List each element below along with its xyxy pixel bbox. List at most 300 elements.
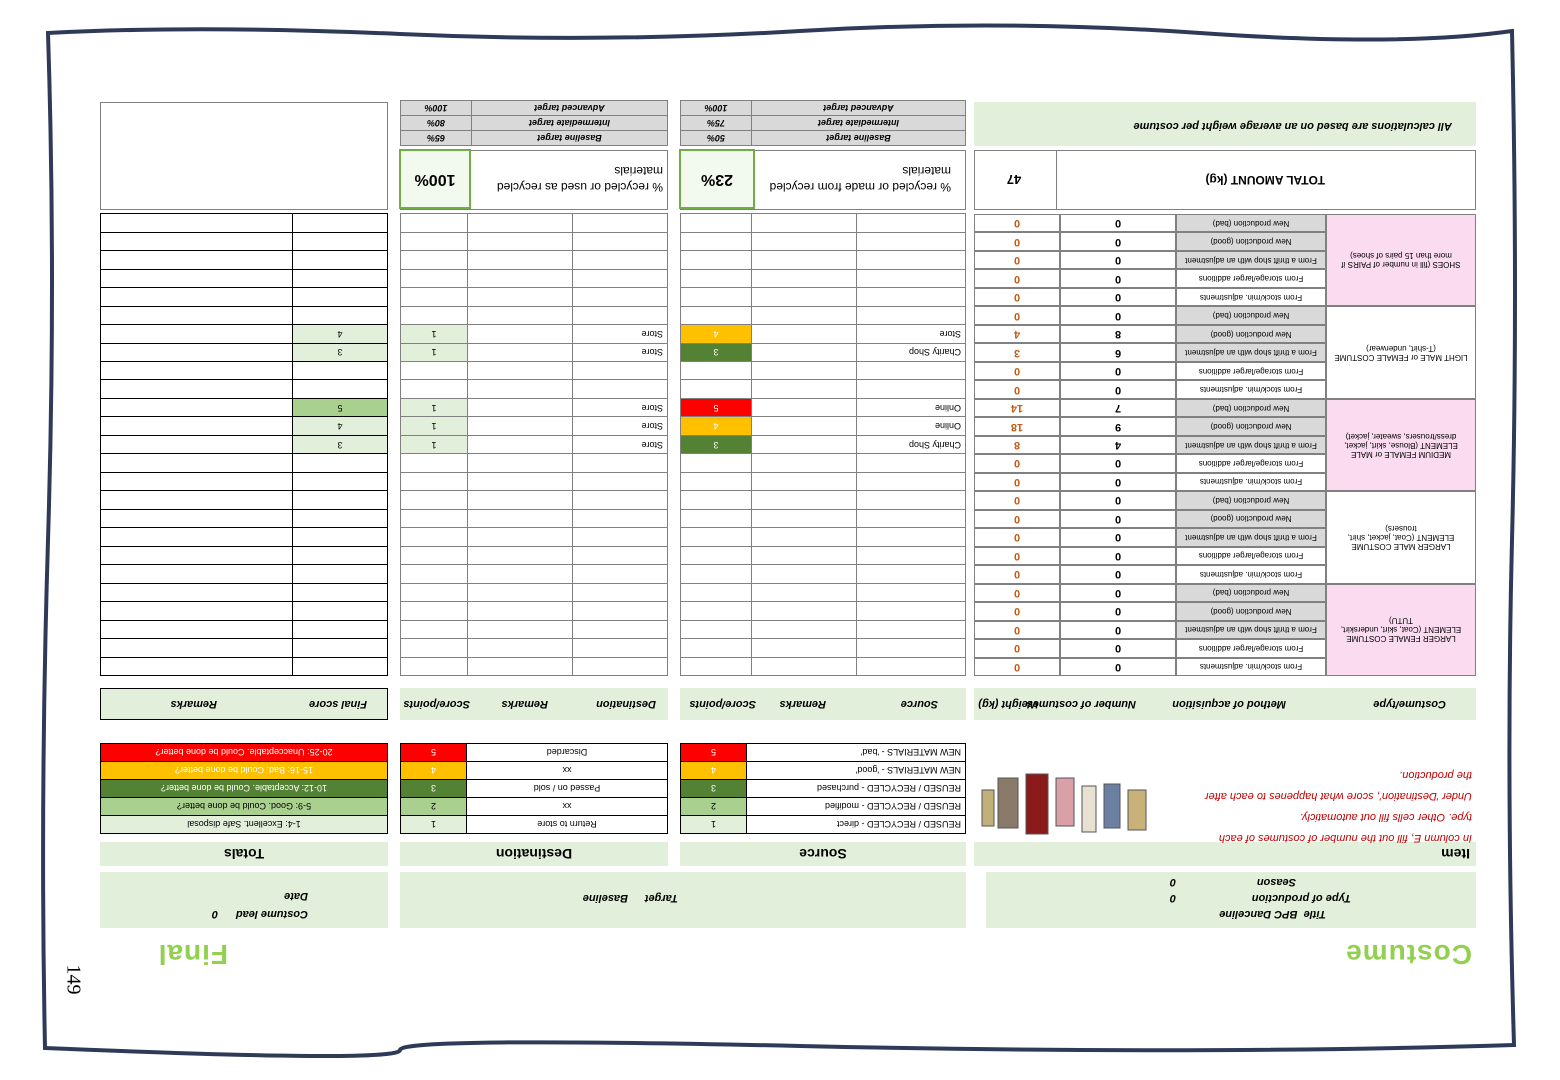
destination-score-cell[interactable] [401,362,468,380]
weight-cell: 0 [974,602,1060,620]
number-cell[interactable]: 0 [1060,658,1176,676]
target-row [401,131,668,146]
destination-score-cell[interactable] [401,657,468,675]
source-cell[interactable] [857,288,966,306]
weight-cell: 4 [974,325,1060,343]
target-label: Target [644,892,678,904]
source-score-cell[interactable] [681,583,752,601]
source-remarks-cell[interactable] [752,380,857,398]
header-info-middle [400,872,966,928]
destination-remarks-cell[interactable] [468,398,573,416]
source-cell[interactable] [857,306,966,324]
destination-remarks-cell[interactable] [468,620,573,638]
number-cell[interactable]: 0 [1060,639,1176,657]
destination-score-cell[interactable] [401,583,468,601]
source-score-cell[interactable] [681,639,752,657]
source-remarks-cell[interactable] [752,232,857,250]
destination-remarks-cell[interactable] [468,491,573,509]
final-score-cell [293,269,388,287]
totals-remarks-cell[interactable] [101,546,293,564]
number-cell[interactable]: 0 [1060,251,1176,269]
destination-remarks-cell[interactable] [468,528,573,546]
source-remarks-cell[interactable] [752,528,857,546]
source-score-cell[interactable] [681,214,752,232]
destination-cell[interactable] [573,362,668,380]
source-remarks-cell[interactable] [752,325,857,343]
destination-remarks-cell[interactable] [468,472,573,490]
destination-row [401,454,668,472]
totals-row [101,288,388,306]
number-cell[interactable]: 0 [1060,491,1176,509]
destination-cell[interactable] [573,454,668,472]
destination-score-cell[interactable]: 1 [401,417,468,435]
number-cell[interactable]: 7 [1060,399,1176,417]
destination-row [401,362,668,380]
col-totals-remarks: Remarks [170,698,217,710]
source-column-header-row [680,688,966,720]
destination-remarks-cell[interactable] [468,546,573,564]
dest-pct-label: % recycled or used as recycled materials [496,164,663,194]
destination-remarks-cell[interactable] [468,602,573,620]
target-label: Baseline target [752,131,966,146]
totals-remarks-cell[interactable] [101,528,293,546]
destination-remarks-cell[interactable] [468,306,573,324]
source-row [681,657,966,675]
source-remarks-cell[interactable] [752,509,857,527]
method-cell: New production (good) [1176,510,1326,528]
target-label: Intermediate target [752,116,966,131]
number-cell[interactable]: 0 [1060,584,1176,602]
legend-row [401,762,668,780]
final-score-cell [293,288,388,306]
totals-remarks-cell[interactable] [101,343,293,361]
destination-remarks-cell[interactable] [468,362,573,380]
category-block [1326,306,1476,398]
destination-score-cell[interactable] [401,288,468,306]
target-row [401,116,668,131]
source-header: Source [680,842,966,866]
source-cell[interactable] [857,362,966,380]
totals-remarks-cell[interactable] [101,306,293,324]
destination-cell[interactable] [573,380,668,398]
source-row [681,639,966,657]
source-cell[interactable] [857,620,966,638]
method-cell: New production (good) [1176,602,1326,620]
final-score-cell [293,454,388,472]
source-score-cell[interactable] [681,565,752,583]
method-cell: From a thrift shop with an adjustment [1176,343,1326,361]
totals-remarks-cell[interactable] [101,509,293,527]
number-cell[interactable]: 0 [1060,547,1176,565]
number-cell[interactable]: 0 [1060,288,1176,306]
destination-remarks-cell[interactable] [468,417,573,435]
source-score-cell[interactable] [681,306,752,324]
target-label: Baseline target [472,131,668,146]
destination-remarks-cell[interactable] [468,214,573,232]
number-cell[interactable]: 0 [1060,510,1176,528]
target-label: Advanced target [752,101,966,116]
source-score-cell[interactable] [681,509,752,527]
category-block [1326,584,1476,676]
totals-remarks-cell[interactable] [101,472,293,490]
legend-score: 4 [681,762,747,780]
destination-remarks-cell[interactable] [468,639,573,657]
destination-score-cell[interactable] [401,232,468,250]
destination-remarks-cell[interactable] [468,251,573,269]
totals-remarks-cell[interactable] [101,288,293,306]
destination-remarks-cell[interactable] [468,454,573,472]
number-cell[interactable]: 0 [1060,380,1176,398]
source-cell[interactable]: Online [857,417,966,435]
totals-remarks-cell[interactable] [101,454,293,472]
totals-row [101,639,388,657]
destination-row [401,509,668,527]
destination-score-cell[interactable] [401,251,468,269]
totals-row [101,362,388,380]
destination-cell[interactable] [573,214,668,232]
source-score-cell[interactable] [681,528,752,546]
destination-remarks-cell[interactable] [468,509,573,527]
legend-row [681,816,966,834]
destination-score-cell[interactable] [401,491,468,509]
final-score-cell [293,472,388,490]
source-cell[interactable] [857,528,966,546]
source-cell[interactable] [857,214,966,232]
source-cell[interactable] [857,583,966,601]
destination-cell[interactable] [573,602,668,620]
destination-cell[interactable] [573,565,668,583]
destination-cell[interactable] [573,509,668,527]
number-cell[interactable]: 0 [1060,362,1176,380]
source-row [681,214,966,232]
number-cell[interactable]: 0 [1060,528,1176,546]
source-remarks-cell[interactable] [752,620,857,638]
number-cell[interactable]: 4 [1060,436,1176,454]
number-cell[interactable]: 9 [1060,417,1176,435]
totals-remarks-cell[interactable] [101,251,293,269]
destination-score-cell[interactable] [401,214,468,232]
source-pct-value: 23% [679,149,755,209]
number-cell[interactable]: 0 [1060,269,1176,287]
source-cell[interactable] [857,269,966,287]
destination-cell[interactable]: Store [573,398,668,416]
destination-score-cell[interactable] [401,546,468,564]
method-cell: From storage/larger additions [1176,454,1326,472]
totals-remarks-cell[interactable] [101,491,293,509]
col-number: Number of costumes [1026,698,1136,710]
destination-remarks-cell[interactable] [468,583,573,601]
source-cell[interactable] [857,509,966,527]
dest-pct-box [400,150,668,210]
destination-remarks-cell[interactable] [468,380,573,398]
totals-remarks-cell[interactable] [101,269,293,287]
destination-remarks-cell[interactable] [468,343,573,361]
number-cell[interactable]: 0 [1060,214,1176,232]
destination-cell[interactable] [573,288,668,306]
source-score-cell[interactable] [681,362,752,380]
destination-cell[interactable] [573,472,668,490]
number-cell[interactable]: 0 [1060,602,1176,620]
destination-score-cell[interactable] [401,380,468,398]
dest-pct-value: 100% [399,149,471,209]
source-score-cell[interactable]: 4 [681,325,752,343]
totals-remarks-cell[interactable] [101,583,293,601]
number-cell[interactable]: 0 [1060,473,1176,491]
totals-remarks-cell[interactable] [101,639,293,657]
source-score-cell[interactable] [681,288,752,306]
source-score-cell[interactable]: 4 [681,417,752,435]
weight-cell: 8 [974,436,1060,454]
totals-remarks-cell[interactable] [101,565,293,583]
method-cell: New production (bad) [1176,584,1326,602]
destination-score-cell[interactable] [401,602,468,620]
totals-remarks-cell[interactable] [101,620,293,638]
legend-label: Discarded [467,744,668,762]
source-remarks-cell[interactable] [752,565,857,583]
source-score-cell[interactable] [681,269,752,287]
category-label: LIGHT MALE or FEMALE COSTUME (T-shirt, underwear) [1334,343,1468,362]
final-score-cell [293,380,388,398]
source-score-cell[interactable] [681,602,752,620]
destination-cell[interactable]: Store [573,435,668,453]
final-title: Final [157,939,228,970]
final-score-cell [293,657,388,675]
source-score-cell[interactable] [681,472,752,490]
source-cell[interactable] [857,251,966,269]
destination-cell[interactable]: Store [573,343,668,361]
source-remarks-cell[interactable] [752,491,857,509]
totals-row [101,491,388,509]
weight-cell: 0 [974,362,1060,380]
source-cell[interactable]: Charity Shop [857,435,966,453]
totals-remarks-cell[interactable] [101,232,293,250]
source-remarks-cell[interactable] [752,417,857,435]
source-remarks-cell[interactable] [752,639,857,657]
source-remarks-cell[interactable] [752,546,857,564]
destination-cell[interactable] [573,251,668,269]
target-row [681,131,966,146]
number-cell[interactable]: 0 [1060,565,1176,583]
source-cell[interactable] [857,546,966,564]
final-score-cell [293,528,388,546]
source-score-cell[interactable] [681,657,752,675]
totals-remarks-cell[interactable] [101,657,293,675]
destination-score-cell[interactable] [401,269,468,287]
source-row [681,565,966,583]
source-row [681,583,966,601]
totals-remarks-cell[interactable] [101,602,293,620]
destination-score-cell[interactable] [401,639,468,657]
destination-cell[interactable]: Store [573,325,668,343]
calc-note-box [974,102,1476,146]
legend-row [681,798,966,816]
category-label: LARGER MALE COSTUME ELEMENT (Coat, jacket, shirt, trousers) [1347,523,1455,551]
target-value: 75% [681,116,752,131]
totals-remarks-cell[interactable] [101,214,293,232]
destination-score-cell[interactable] [401,472,468,490]
legend-label: Passed on / sold [467,780,668,798]
destination-score-cell[interactable]: 1 [401,435,468,453]
source-cell[interactable]: Charity Shop [857,343,966,361]
destination-cell[interactable] [573,269,668,287]
source-row [681,491,966,509]
method-cell: From a thrift shop with an adjustment [1176,436,1326,454]
legend-label: 1-4: Excellent. Safe disposal [101,816,388,834]
legend-label: REUSED / RECYCLED - direct [747,816,966,834]
destination-row [401,417,668,435]
source-remarks-cell[interactable] [752,398,857,416]
source-score-cell[interactable]: 3 [681,343,752,361]
number-cell[interactable]: 0 [1060,621,1176,639]
source-remarks-cell[interactable] [752,454,857,472]
destination-cell[interactable] [573,491,668,509]
source-remarks-cell[interactable] [752,583,857,601]
source-remarks-cell[interactable] [752,269,857,287]
source-score-cell[interactable] [681,620,752,638]
totals-row [101,528,388,546]
legend-row [681,780,966,798]
source-score-cell[interactable] [681,491,752,509]
source-cell[interactable] [857,380,966,398]
col-source: Source [900,698,938,710]
destination-remarks-cell[interactable] [468,325,573,343]
target-row [681,116,966,131]
source-score-cell[interactable] [681,454,752,472]
destination-score-cell[interactable] [401,509,468,527]
source-remarks-cell[interactable] [752,472,857,490]
source-remarks-cell[interactable] [752,343,857,361]
final-score-cell [293,602,388,620]
source-remarks-cell[interactable] [752,602,857,620]
destination-cell[interactable] [573,232,668,250]
destination-score-cell[interactable]: 1 [401,398,468,416]
final-score-cell [293,639,388,657]
totals-remarks-cell[interactable] [101,435,293,453]
destination-score-cell[interactable] [401,565,468,583]
source-remarks-cell[interactable] [752,435,857,453]
source-remarks-cell[interactable] [752,214,857,232]
baseline-label: Baseline [582,892,628,904]
method-cell: From a thrift shop with an adjustment [1176,528,1326,546]
source-cell[interactable] [857,454,966,472]
source-cell[interactable]: Online [857,398,966,416]
totals-remarks-cell[interactable] [101,398,293,416]
season-label: Season [1256,876,1296,888]
source-score-cell[interactable] [681,251,752,269]
totals-remarks-cell[interactable] [101,417,293,435]
destination-score-cell[interactable] [401,620,468,638]
destination-row [401,269,668,287]
number-cell[interactable]: 6 [1060,343,1176,361]
destination-cell[interactable] [573,657,668,675]
source-legend [680,743,966,834]
source-cell[interactable] [857,491,966,509]
source-cell[interactable]: Store [857,325,966,343]
source-remarks-cell[interactable] [752,306,857,324]
destination-row [401,343,668,361]
col-weight: Weight (kg) [978,698,1038,710]
destination-remarks-cell[interactable] [468,232,573,250]
destination-score-cell[interactable]: 1 [401,343,468,361]
totals-remarks-cell[interactable] [101,380,293,398]
number-cell[interactable]: 0 [1060,233,1176,251]
destination-remarks-cell[interactable] [468,657,573,675]
destination-cell[interactable] [573,639,668,657]
source-cell[interactable] [857,565,966,583]
source-score-cell[interactable] [681,232,752,250]
source-cell[interactable] [857,472,966,490]
source-row [681,620,966,638]
final-score-cell [293,491,388,509]
item-column-header-row [974,688,1476,720]
totals-row [101,435,388,453]
col-method: Method of acquisition [1172,698,1286,710]
method-cell: New production (bad) [1176,399,1326,417]
method-cell: From stock/min. adjustments [1176,658,1326,676]
source-cell[interactable] [857,657,966,675]
totals-remarks-cell[interactable] [101,362,293,380]
destination-cell[interactable] [573,583,668,601]
destination-row [401,214,668,232]
weight-cell: 14 [974,399,1060,417]
item-grid [974,214,1476,676]
weight-cell: 0 [974,306,1060,324]
destination-score-cell[interactable] [401,306,468,324]
source-cell[interactable] [857,602,966,620]
destination-cell[interactable] [573,620,668,638]
totals-row [101,620,388,638]
final-score-cell [293,509,388,527]
destination-targets [400,100,668,146]
legend-label: 20-25: Unacceptable. Could be done better? [101,744,388,762]
destination-remarks-cell[interactable] [468,288,573,306]
destination-score-cell[interactable] [401,454,468,472]
sheet-title: Costume [1345,939,1472,970]
weight-cell: 0 [974,639,1060,657]
number-cell[interactable]: 0 [1060,306,1176,324]
totals-remarks-cell[interactable] [101,325,293,343]
source-cell[interactable] [857,639,966,657]
final-score-cell [293,546,388,564]
source-remarks-cell[interactable] [752,251,857,269]
category-block [1326,214,1476,306]
destination-remarks-cell[interactable] [468,269,573,287]
destination-remarks-cell[interactable] [468,565,573,583]
destination-score-cell[interactable]: 1 [401,325,468,343]
destination-cell[interactable] [573,546,668,564]
source-remarks-cell[interactable] [752,288,857,306]
source-grid [680,213,966,676]
source-remarks-cell[interactable] [752,657,857,675]
destination-header: Destination [400,842,668,866]
destination-remarks-cell[interactable] [468,435,573,453]
source-score-cell[interactable] [681,546,752,564]
final-score-cell: 3 [293,435,388,453]
source-score-cell[interactable]: 5 [681,398,752,416]
number-cell[interactable]: 8 [1060,325,1176,343]
source-remarks-cell[interactable] [752,362,857,380]
source-score-cell[interactable]: 3 [681,435,752,453]
item-header: Item [974,842,1476,866]
destination-cell[interactable]: Store [573,417,668,435]
number-cell[interactable]: 0 [1060,454,1176,472]
source-cell[interactable] [857,232,966,250]
source-score-cell[interactable] [681,380,752,398]
destination-cell[interactable] [573,306,668,324]
destination-cell[interactable] [573,528,668,546]
destination-score-cell[interactable] [401,528,468,546]
source-row [681,472,966,490]
